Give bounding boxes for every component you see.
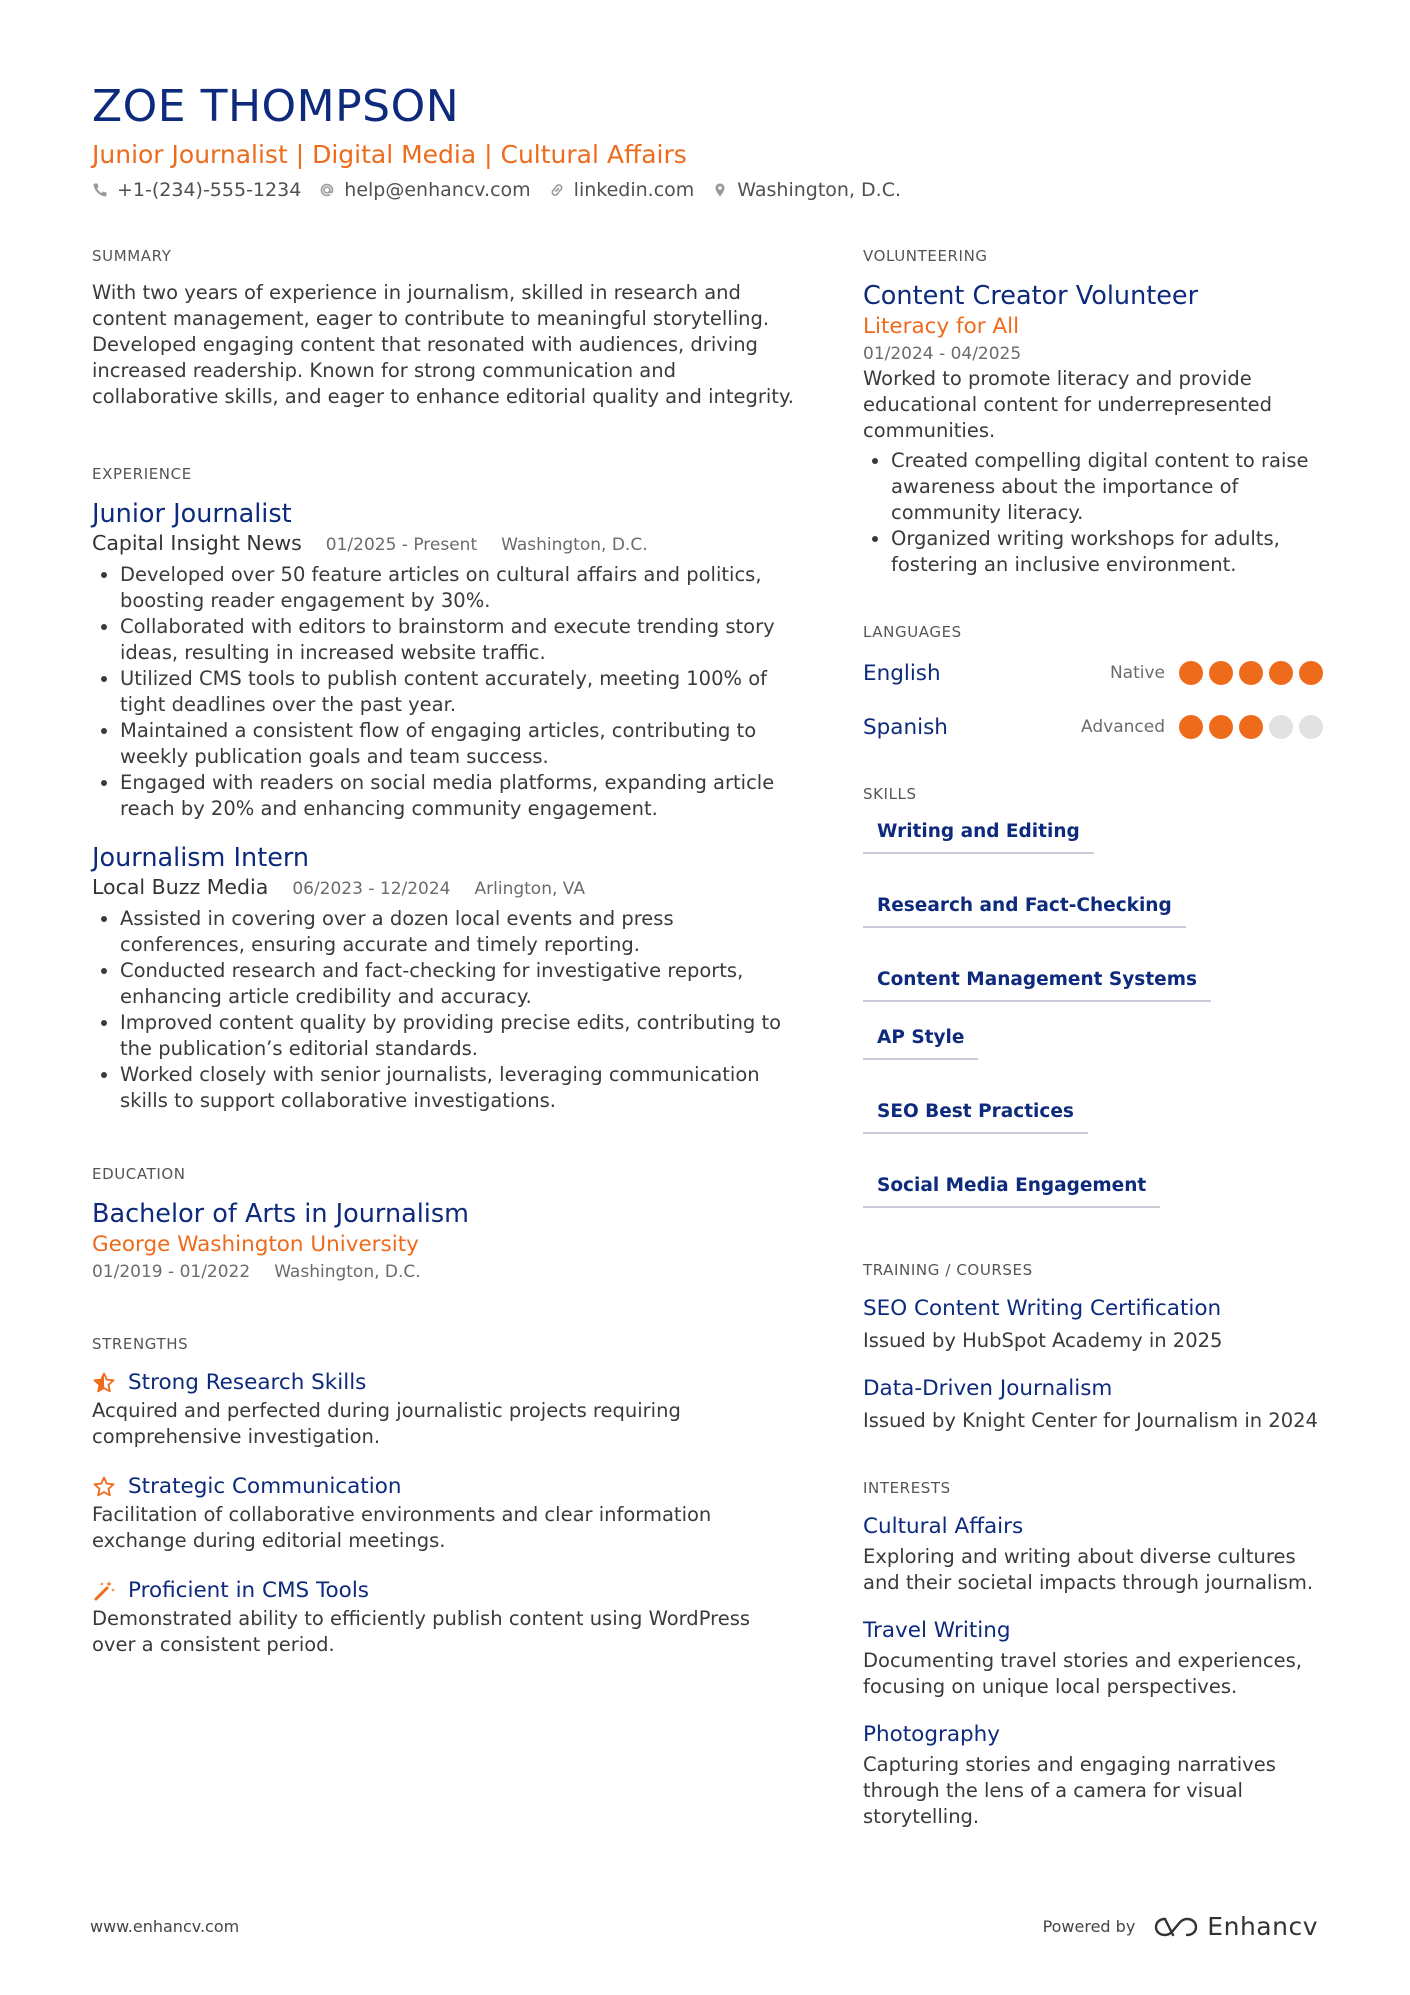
half-star-icon [92, 1371, 116, 1395]
training-heading: TRAINING / COURSES [863, 1261, 1033, 1279]
interests-section [863, 1478, 1323, 1830]
volunteer-dates: 01/2024 - 04/2025 [863, 344, 1022, 364]
language-level: Native [1109, 663, 1165, 683]
languages-heading: LANGUAGES [863, 623, 962, 641]
contact-email[interactable] [319, 176, 530, 204]
training-section [863, 1260, 1323, 1434]
job-dates: 06/2023 - 12/2024 [292, 879, 451, 899]
skills-heading: SKILLS [863, 785, 917, 803]
job-bullet: • Engaged with readers on social media platforms, expanding article reach by 20% and enhancing community engagement. [120, 770, 797, 822]
skills-list [863, 812, 1323, 1208]
brand-name: Enhancv [1207, 1912, 1318, 1941]
rating-dot-empty [1299, 715, 1323, 739]
education-section [92, 1164, 797, 1284]
volunteer-bullet: • Organized writing workshops for adults, fostering an inclusive environment. [891, 526, 1323, 578]
job-dates: 01/2025 - Present [325, 535, 478, 555]
rating-dot-empty [1269, 715, 1293, 739]
language-name: Spanish [863, 714, 948, 740]
rating-dot-filled [1269, 661, 1293, 685]
strength-item [92, 1576, 797, 1658]
job-location: Arlington, VA [474, 879, 585, 899]
education-location: Washington, D.C. [274, 1262, 421, 1282]
strength-title: Strategic Communication [128, 1474, 402, 1499]
job-bullet: • Conducted research and fact-checking for investigative reports, enhancing article credibility and accuracy. [120, 958, 797, 1010]
job-bullet: • Collaborated with editors to brainstorm and execute trending story ideas, resulting in increased website traffic. [120, 614, 797, 666]
candidate-name: ZOE THOMPSON [92, 81, 460, 132]
rating-dots [1179, 661, 1323, 685]
interest-title: Photography [863, 1722, 1000, 1747]
job-bullet: • Developed over 50 feature articles on cultural affairs and politics, boosting reader engagement by 30%. [120, 562, 797, 614]
resume-header [92, 80, 1322, 204]
skill-tag: Research and Fact-Checking [863, 886, 1186, 928]
skills-section [863, 784, 1323, 1208]
experience-heading: EXPERIENCE [92, 465, 192, 483]
location-text: Washington, D.C. [737, 179, 902, 201]
rating-dot-filled [1299, 661, 1323, 685]
experience-section [92, 464, 797, 1114]
strength-heading [92, 1472, 797, 1502]
course-item [863, 1294, 1323, 1354]
powered-by-label: Powered by [1042, 1917, 1136, 1936]
language-item [863, 646, 1323, 700]
interest-text: Documenting travel stories and experiences, focusing on unique local perspectives. [863, 1649, 1302, 1698]
experience-item [92, 498, 797, 822]
language-item [863, 700, 1323, 754]
volunteering-section [863, 246, 1323, 578]
page-footer [90, 1912, 1318, 1941]
job-title: Journalism Intern [92, 843, 310, 873]
skill-tag: Writing and Editing [863, 812, 1094, 854]
strength-title: Strong Research Skills [128, 1370, 367, 1395]
course-issuer: Issued by Knight Center for Journalism in 2024 [863, 1409, 1318, 1432]
job-meta [92, 874, 797, 902]
contact-location [712, 176, 901, 204]
skill-tag: Social Media Engagement [863, 1166, 1160, 1208]
volunteer-org: Literacy for All [863, 314, 1020, 339]
job-meta [92, 530, 797, 558]
rating-dot-filled [1209, 715, 1233, 739]
rating-dot-filled [1179, 715, 1203, 739]
strengths-heading: STRENGTHS [92, 1335, 189, 1353]
course-title: SEO Content Writing Certification [863, 1296, 1222, 1321]
volunteer-role: Content Creator Volunteer [863, 281, 1199, 311]
job-bullets [92, 906, 797, 1114]
strength-heading [92, 1576, 797, 1606]
job-bullets [92, 562, 797, 822]
strength-item [92, 1368, 797, 1450]
enhancv-logo[interactable] [1153, 1912, 1318, 1941]
interest-title: Cultural Affairs [863, 1514, 1024, 1539]
languages-section [863, 622, 1323, 754]
volunteering-heading: VOLUNTEERING [863, 247, 988, 265]
volunteer-bullet: • Created compelling digital content to raise awareness about the importance of community literacy. [891, 448, 1323, 526]
job-bullet: • Utilized CMS tools to publish content accurately, meeting 100% of tight deadlines over the past year. [120, 666, 797, 718]
course-title: Data-Driven Journalism [863, 1376, 1113, 1401]
job-bullet: • Assisted in covering over a dozen local events and press conferences, ensuring accurate and timely reporting. [120, 906, 797, 958]
course-issuer: Issued by HubSpot Academy in 2025 [863, 1329, 1223, 1352]
job-bullet: • Worked closely with senior journalists, leveraging communication skills to support collaborative investigations. [120, 1062, 797, 1114]
rating-dot-filled [1179, 661, 1203, 685]
skill-tag: AP Style [863, 1018, 978, 1060]
phone-text: +1-(234)-555-1234 [117, 179, 302, 201]
strength-text: Demonstrated ability to efficiently publish content using WordPress over a consistent period. [92, 1607, 751, 1656]
right-column [863, 246, 1323, 1830]
candidate-tagline: Junior Journalist | Digital Media | Cultural Affairs [92, 140, 687, 169]
job-title: Junior Journalist [92, 499, 292, 529]
location-pin-icon [712, 182, 728, 198]
strength-text: Facilitation of collaborative environments and clear information exchange during editorial meetings. [92, 1503, 712, 1552]
left-column [92, 246, 797, 1680]
job-company: Capital Insight News [92, 531, 302, 555]
email-text[interactable]: help@enhancv.com [344, 179, 531, 201]
interest-item [863, 1616, 1323, 1700]
volunteer-bullets [863, 448, 1323, 578]
rating-dot-filled [1239, 661, 1263, 685]
rating-dots [1179, 715, 1323, 739]
strength-title: Proficient in CMS Tools [128, 1578, 370, 1603]
magic-wand-icon [92, 1579, 116, 1603]
at-sign-icon [319, 182, 335, 198]
rating-dot-filled [1209, 661, 1233, 685]
contact-linkedin[interactable] [549, 176, 695, 204]
language-name: English [863, 660, 941, 686]
skill-tag: Content Management Systems [863, 960, 1211, 1002]
interest-text: Exploring and writing about diverse cultures and their societal impacts through journalism. [863, 1545, 1314, 1594]
education-meta [92, 1260, 797, 1284]
language-level: Advanced [1081, 717, 1165, 737]
job-bullet: • Improved content quality by providing precise edits, contributing to the publication’s editorial standards. [120, 1010, 797, 1062]
interest-item [863, 1720, 1323, 1830]
strength-item [92, 1472, 797, 1554]
interest-text: Capturing stories and engaging narratives through the lens of a camera for visual storytelling. [863, 1753, 1276, 1828]
footer-branding [1043, 1912, 1318, 1941]
enhancv-logo-icon [1153, 1915, 1199, 1939]
strength-heading [92, 1368, 797, 1398]
linkedin-text[interactable]: linkedin.com [573, 179, 695, 201]
language-proficiency [1081, 715, 1323, 739]
skill-tag: SEO Best Practices [863, 1092, 1088, 1134]
interest-title: Travel Writing [863, 1618, 1011, 1643]
experience-item [92, 842, 797, 1114]
school-name: George Washington University [92, 1232, 419, 1257]
language-proficiency [1110, 661, 1323, 685]
volunteer-description: Worked to promote literacy and provide educational content for underrepresented communities. [863, 367, 1273, 442]
interest-item [863, 1512, 1323, 1596]
job-location: Washington, D.C. [501, 535, 648, 555]
star-outline-icon [92, 1475, 116, 1499]
footer-url[interactable]: www.enhancv.com [90, 1917, 240, 1936]
phone-icon [92, 182, 108, 198]
education-dates: 01/2019 - 01/2022 [92, 1262, 251, 1282]
strength-text: Acquired and perfected during journalistic projects requiring comprehensive investigation. [92, 1399, 681, 1448]
job-company: Local Buzz Media [92, 875, 269, 899]
contact-bar [92, 176, 1322, 204]
degree-title: Bachelor of Arts in Journalism [92, 1199, 470, 1229]
rating-dot-filled [1239, 715, 1263, 739]
link-icon [549, 182, 565, 198]
contact-phone [92, 176, 301, 204]
course-item [863, 1374, 1323, 1434]
job-bullet: • Maintained a consistent flow of engaging articles, contributing to weekly publication goals and team success. [120, 718, 797, 770]
interests-heading: INTERESTS [863, 1479, 951, 1497]
education-heading: EDUCATION [92, 1165, 186, 1183]
summary-heading: SUMMARY [92, 247, 172, 265]
summary-section [92, 246, 797, 410]
strengths-section [92, 1334, 797, 1658]
summary-text: With two years of experience in journalism, skilled in research and content management, eager to contribute to meaningful storytelling. Developed engaging content that resonated with audiences, driving increased readership. Known for strong communication and collaborative skills, and eager to enhance editorial quality and integrity. [92, 281, 794, 408]
